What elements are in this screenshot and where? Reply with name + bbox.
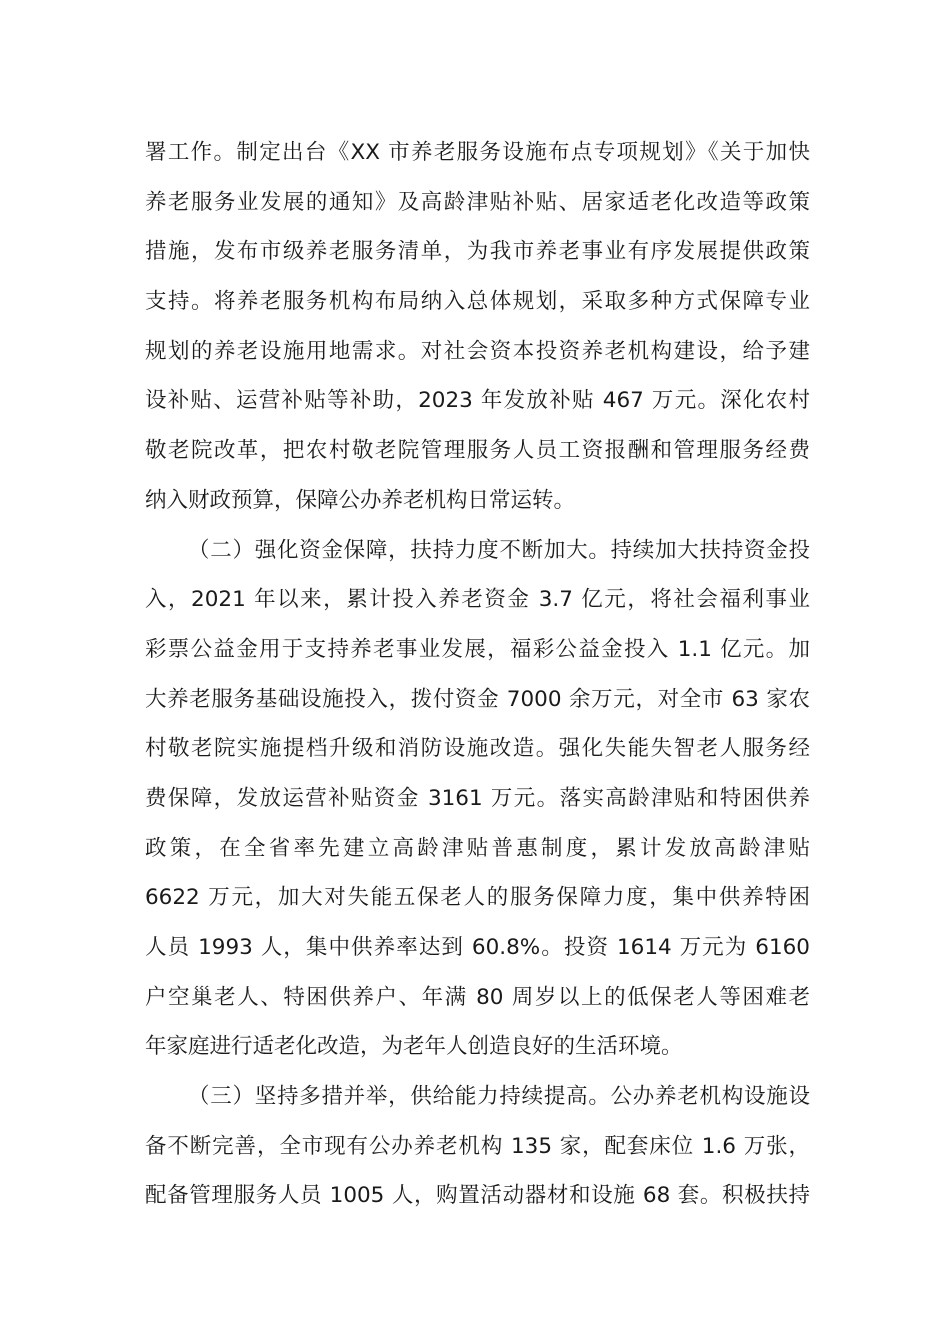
text-line: 6622 万元，加大对失能五保老人的服务保障力度，集中供养特困: [145, 885, 810, 911]
text-line: 大养老服务基础设施投入，拨付资金 7000 余万元，对全市 63 家农: [145, 686, 810, 712]
text-line: 支持。将养老服务机构布局纳入总体规划，采取多种方式保障专业: [145, 289, 810, 315]
paragraph-2: [145, 526, 810, 1073]
text-line: 政策，在全省率先建立高龄津贴普惠制度，累计发放高龄津贴: [145, 835, 810, 861]
text-line: 费保障，发放运营补贴资金 3161 万元。落实高龄津贴和特困供养: [145, 785, 810, 811]
paragraph-1: [145, 128, 810, 526]
text-line: 规划的养老设施用地需求。对社会资本投资养老机构建设，给予建: [145, 338, 810, 364]
text-line: 署工作。制定出台《XX 市养老服务设施布点专项规划》《关于加快: [145, 140, 810, 165]
body-text: [145, 128, 810, 1221]
text-line: 设补贴、运营补贴等补助，2023 年发放补贴 467 万元。深化农村: [145, 388, 810, 414]
text-line: 敬老院改革，把农村敬老院管理服务人员工资报酬和管理服务经费: [145, 438, 810, 464]
text-line: 人员 1993 人，集中供养率达到 60.8%。投资 1614 万元为 6160: [145, 935, 810, 960]
paragraph-3: [145, 1072, 810, 1221]
text-line: 村敬老院实施提档升级和消防设施改造。强化失能失智老人服务经: [145, 736, 810, 762]
text-line: 入，2021 年以来，累计投入养老资金 3.7 亿元，将社会福利事业: [145, 587, 810, 613]
text-line: 年家庭进行适老化改造，为老年人创造良好的生活环境。: [145, 1034, 683, 1060]
text-line: （二）强化资金保障，扶持力度不断加大。持续加大扶持资金投: [188, 537, 810, 563]
text-line: 彩票公益金用于支持养老事业发展，福彩公益金投入 1.1 亿元。加: [145, 636, 810, 662]
text-line: 养老服务业发展的通知》及高龄津贴补贴、居家适老化改造等政策: [145, 189, 810, 215]
text-line: （三）坚持多措并举，供给能力持续提高。公办养老机构设施设: [188, 1084, 810, 1110]
text-line: 配备管理服务人员 1005 人，购置活动器材和设施 68 套。积极扶持: [145, 1183, 810, 1209]
text-line: 户空巢老人、特困供养户、年满 80 周岁以上的低保老人等困难老: [145, 984, 810, 1010]
text-line: 纳入财政预算，保障公办养老机构日常运转。: [145, 487, 576, 513]
text-line: 备不断完善，全市现有公办养老机构 135 家，配套床位 1.6 万张，: [145, 1133, 810, 1159]
text-line: 措施，发布市级养老服务清单，为我市养老事业有序发展提供政策: [145, 239, 810, 265]
